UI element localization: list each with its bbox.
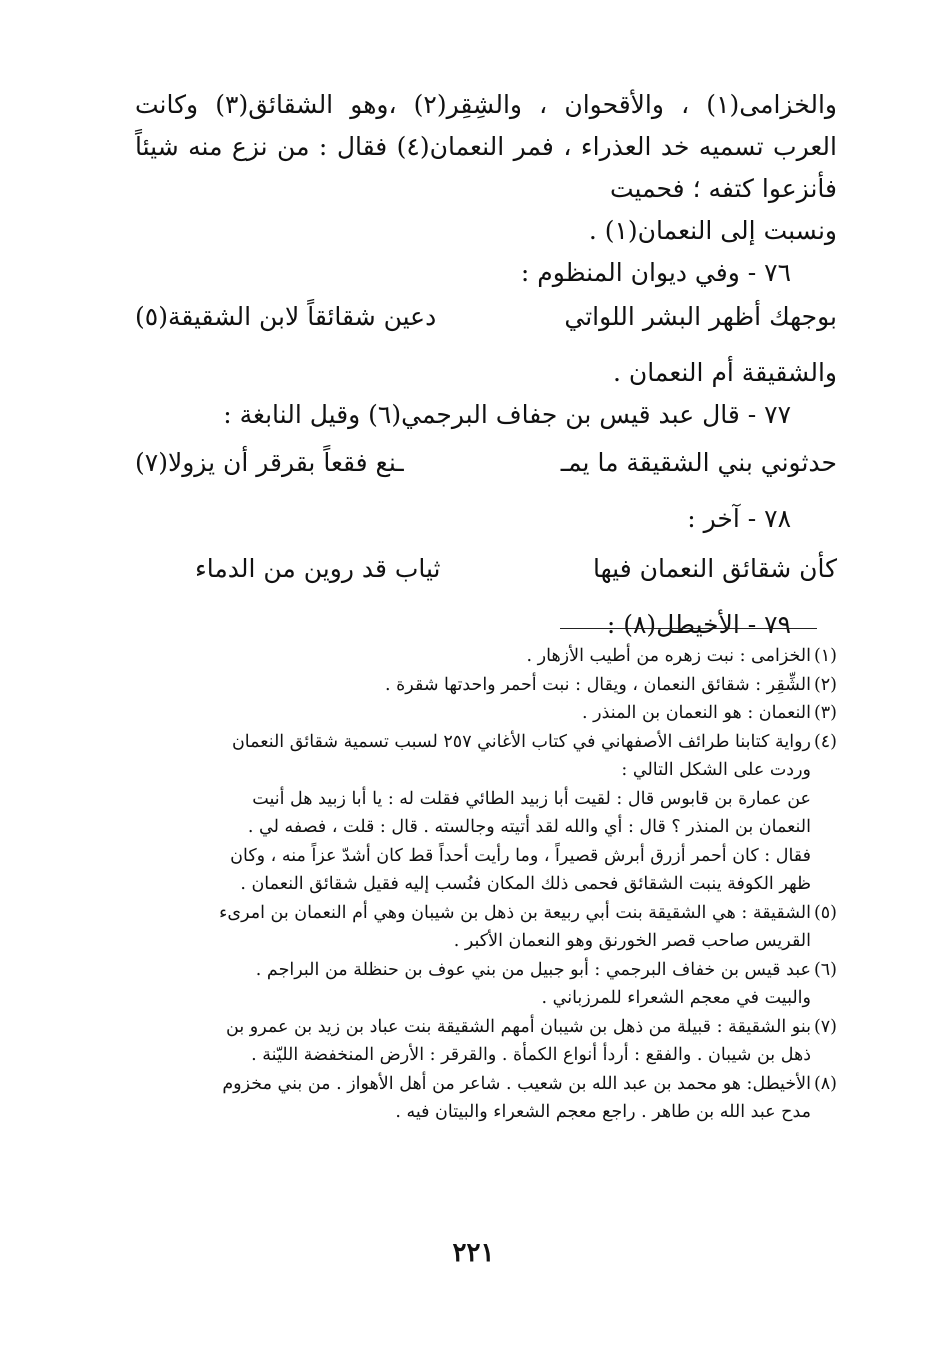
footnote-8-number: (٨) <box>813 1073 837 1094</box>
footnote-4-quote-line-2: النعمان بن المنذر ؟ قال : أي والله لقد أتيته وجالسته . قال : قلت ، فصفه لي . <box>247 817 811 837</box>
entry-77: ٧٧ - قال عبد قيس بن جفاف البرجمي(٦) وقيل النابغة : <box>223 400 791 429</box>
footnote-3-number: (٣) <box>813 703 837 723</box>
footnote-2 <box>135 671 837 700</box>
footnote-6 <box>135 956 837 985</box>
footnote-4-quote-line-4: ظهر الكوفة ينبت الشقائق فحمى ذلك المكان فنُسب إليه فقيل شقائق النعمان . <box>240 874 811 894</box>
footnote-1-number: (١) <box>813 646 837 666</box>
entry-76: ٧٦ - وفي ديوان المنظوم : <box>520 258 791 287</box>
verse-76-second-hemistich: دعين شقائقاً لابن الشقيقة(٥) <box>135 302 437 331</box>
footnote-7 <box>135 1013 837 1042</box>
after-76: والشقيقة أم النعمان . <box>613 358 837 387</box>
verse-78 <box>135 546 837 600</box>
intro-line-1: والخزامى(١) ، والأقحوان ، والشِقِر(٢) ،وهو الشقائق(٣) وكانت العرب تسميه <box>135 90 837 161</box>
verse-77-second-hemistich: ـنع فقعاً بقرقر أن يزولا(٧) <box>135 448 404 477</box>
footnote-2-text: الشِّقِر : شقائق النعمان ، ويقال : نبت أحمر واحدتها شقرة . <box>385 674 811 695</box>
footnote-5-number: (٥) <box>813 902 837 923</box>
footnote-7-number: (٧) <box>813 1016 837 1037</box>
footnote-3-text: النعمان : هو النعمان بن المنذر . <box>582 703 811 723</box>
entry-79: ٧٩ - الأخيطل(٨) : <box>606 610 791 639</box>
footnote-3 <box>135 699 837 728</box>
footnote-4-quote-line-3: فقال : كان أحمر أزرق أبرش قصيراً ، وما رأيت أحداً قط كان أشدّ عزاً منه ، وكان <box>230 845 811 866</box>
verse-76-first-hemistich: بوجهك أظهر البشر اللواتي <box>564 302 837 331</box>
footnote-4-number: (٤) <box>813 731 837 752</box>
footnote-7-text: بنو الشقيقة : قبيلة من ذهل بن شيبان أمهم الشقيقة بنت عباد بن زيد بن عمرو بن <box>226 1016 811 1037</box>
footnote-8-continuation: مدح عبد الله بن طاهر . راجع معجم الشعراء والبيتان فيه . <box>395 1102 811 1122</box>
footnote-8-text: الأخيطل: هو محمد بن عبد الله بن شعيب . شاعر من أهل الأهواز . من بني مخزوم <box>222 1073 811 1094</box>
intro-line-3: ونسبت إلى النعمان(١) . <box>588 216 837 245</box>
verse-77-first-hemistich: حدثوني بني الشقيقة ما يمـ <box>560 448 837 477</box>
footnote-1-text: الخزامى : نبت زهره من أطيب الأزهار . <box>526 646 811 666</box>
intro-line-2: خد العذراء ، فمر النعمان(٤) فقال : من نزع منه شيئاً فأنزعوا كتفه ؛ فحميت <box>135 132 837 203</box>
footnote-6-number: (٦) <box>813 959 837 980</box>
footnote-1 <box>135 642 837 671</box>
main-text <box>135 84 837 646</box>
footnote-8 <box>135 1070 837 1099</box>
verse-78-second-hemistich: ثياب قد روين من الدماء <box>195 554 441 583</box>
footnote-2-number: (٢) <box>813 674 837 695</box>
footnotes <box>135 642 837 1127</box>
footnote-6-continuation: والبيت في معجم الشعراء للمرزباني . <box>541 988 811 1008</box>
footnote-4-text: رواية كتابنا طرائف الأصفهاني في كتاب الأغاني ٢٥٧ لسبب تسمية شقائق النعمان <box>231 731 811 752</box>
page-number: ٢٢١ <box>452 1238 495 1268</box>
footnote-5-continuation: القريس صاحب قصر الخورنق وهو النعمان الأكبر . <box>453 931 811 951</box>
footnote-5 <box>135 899 837 928</box>
entry-78: ٧٨ - آخر : <box>687 504 791 533</box>
footnote-4 <box>135 728 837 757</box>
verse-76 <box>135 294 837 348</box>
verse-78-first-hemistich: كأن شقائق النعمان فيها <box>593 554 837 583</box>
footnote-7-continuation: ذهل بن شيبان . والفقع : أردأ أنواع الكمأة . والقرقر : الأرض المنخفضة الليّنة . <box>251 1045 811 1065</box>
footnote-4-quote-line-1: عن عمارة بن قابوس قال : لقيت أبا زبيد الطائي فقلت له : يا أبا زبيد هل أنيت <box>252 788 811 809</box>
footnote-4-continuation: وردت على الشكل التالي : <box>621 760 811 780</box>
intro-paragraph <box>135 84 837 210</box>
footnote-5-text: الشقيقة : هي الشقيقة بنت أبي ربيعة بن ذهل بن شيبان وهي أم النعمان بن امرىء <box>219 902 811 923</box>
verse-77 <box>135 440 837 494</box>
footnote-6-text: عبد قيس بن خفاف البرجمي : أبو جبيل من بني عوف بن حنظلة من البراجم . <box>255 959 811 980</box>
footnote-separator <box>560 628 817 629</box>
